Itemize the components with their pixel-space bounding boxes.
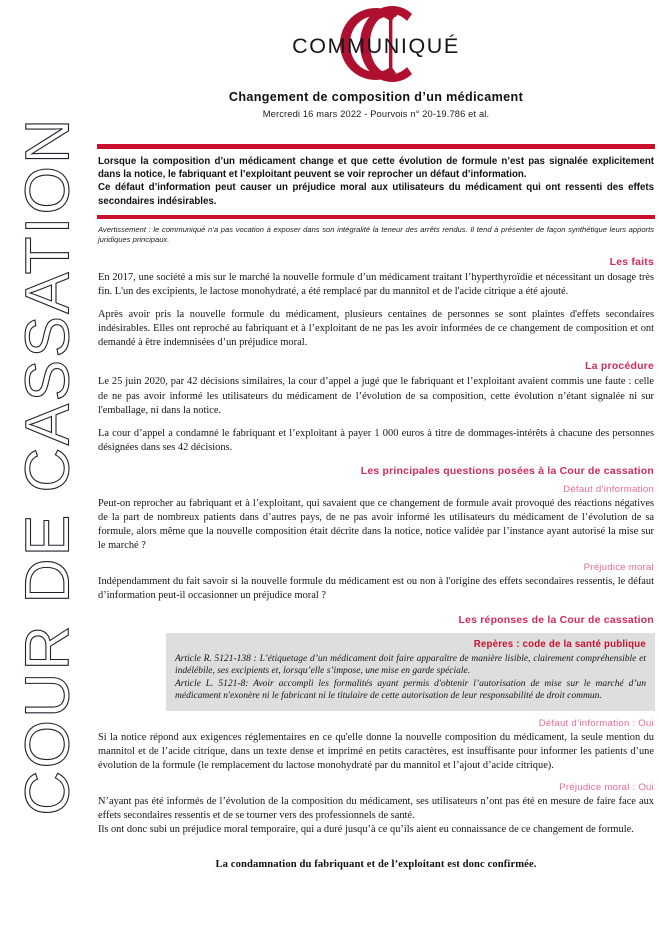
- disclaimer-note: [97, 219, 655, 246]
- lead-line-2: Ce défaut d’information peut causer un préjudice moral aux utilisateurs du médicament qui ont ressenti des effets secondaires indésirables.: [98, 182, 654, 207]
- communique-wordmark: COMMUNIQUÉ: [292, 34, 460, 58]
- section-heading-faits: Les faits: [609, 257, 654, 268]
- disclaimer-text: Avertissement : le communiqué n’a pas vocation à exposer dans son intégralité la teneur des arrêts rendus. Il tend à présenter de façon synthétique leurs apports juridiques principaux.: [98, 224, 654, 245]
- conclusion-statement: La condamnation du fabriquant et de l’exploitant est donc confirmée.: [215, 859, 537, 871]
- subheading-questions-prejudice-moral: Préjudice moral: [583, 562, 654, 574]
- section-heading-procedure: La procédure: [585, 361, 654, 373]
- document-date-reference: Mercredi 16 mars 2022 - Pourvois n° 20-19.786 et al.: [262, 109, 490, 119]
- subheading-reponse-defaut-information: Défaut d’information : Oui: [538, 717, 654, 729]
- subheading-questions-defaut-information: Défaut d’information: [563, 483, 654, 495]
- lead-line-1: Lorsque la composition d’un médicament change et que cette évolution de formule n’est pas signalée explicitement dans la notice, le fabriquant et l’exploitant peuvent se voir reprocher un défaut d’information.: [98, 156, 654, 181]
- vertical-court-title-text: COUR DE CASSATION: [13, 116, 83, 816]
- procedure-paragraph-1: Le 25 juin 2020, par 42 décisions similaires, la cour d’appel a jugé que le fabriquant et l’exploitant avaient commis une faute : celle de ne pas avoir informé les utilisateurs du médicament de l’évolution de sa composition, cette évolution n’étant signalée ni sur l'emballage, ni dans la notice.: [98, 376, 654, 416]
- logo-area: [97, 0, 655, 88]
- vertical-court-title: [0, 0, 96, 932]
- faits-paragraph-2: Après avoir pris la nouvelle formule du médicament, plusieurs centaines de personnes se sont plaintes d'effets secondaires indésirables. Elles ont reproché au fabriquant et à l’exploitant de ne pas les avoir informées de ce changement de composition et ont demandé à être indemnisées d’un préjudice moral.: [98, 309, 654, 349]
- reponses-paragraph-1: Si la notice répond aux exigences réglementaires en ce qu'elle donne la nouvelle composition du médicament, la seule mention du mannitol et de l’acide citrique, dans un texte dense et imprimé en petits caractères, est insuffisante pour informer les patients d’une évolution de la formule (le remplacement du lactose monohydraté par du mannitol et l’ajout d’acide citrique).: [98, 731, 654, 772]
- reperes-heading: Repères : code de la santé publique: [473, 638, 646, 650]
- page-title: Changement de composition d’un médicament: [228, 90, 524, 104]
- lead-summary: [97, 149, 655, 215]
- reponses-paragraph-3: Ils ont donc subi un préjudice moral temporaire, qui a duré jusqu’à ce qu’ils aient eu connaissance de ce changement de formule.: [98, 824, 634, 836]
- questions-paragraph-2: Indépendamment du fait savoir si la nouvelle formule du médicament est ou non à l'origine des effets secondaires ressentis, le défaut d’information peut-il occasionner un préjudice moral ?: [98, 576, 654, 602]
- masthead: [97, 0, 655, 144]
- faits-paragraph-1: En 2017, une société a mis sur le marché la nouvelle formule d’un médicament traitant l’hyperthyroïdie et nécessitant un dosage très fin. L'un des excipients, le lactose monohydraté, a été remplacé par du mannitol et de l'acide citrique a été ajouté.: [98, 272, 654, 298]
- document-content: [97, 0, 655, 932]
- section-heading-questions: Les principales questions posées à la Cour de cassation: [360, 465, 654, 477]
- section-heading-reponses: Les réponses de la Cour de cassation: [458, 614, 654, 626]
- subheading-reponse-prejudice-moral: Préjudice moral : Oui: [559, 782, 654, 794]
- reperes-article-l-5121-8: Article L. 5121-8: Avoir accompli les formalités ayant permis d'obtenir l’autorisation de mise sur le marché d’un médicament n'exonère ni le fabricant ni le titulaire de cette autorisation de leur responsabilité de droit commun.: [175, 678, 646, 702]
- procedure-paragraph-2: La cour d’appel a condamné le fabriquant et l’exploitant à payer 1 000 euros à titre de dommages-intérêts à chacune des personnes désignées dans ses 42 décisions.: [98, 427, 654, 453]
- questions-paragraph-1: Peut-on reprocher au fabriquant et à l’exploitant, qui savaient que ce changement de formule avait provoqué des réactions négatives de la part de nombreux patients dans d’autres pays, de ne pas avoir informé les utilisateurs du médicament de l’évolution de sa formule, alors même que la nouvelle composition était décrite dans la notice, notice validée par l’instance ayant autorisé la mise sur le marché ?: [98, 497, 654, 552]
- reperes-callout-box: [166, 633, 655, 711]
- reponses-paragraph-2: N’ayant pas été informés de l’évolution de la composition du médicament, ses utilisateurs n’ont pas été en mesure de faire face aux effets secondaires ressentis et de se tourner vers des professionnels de santé.: [98, 796, 654, 822]
- reperes-article-r-5121-138: Article R. 5121-138 : L’étiquetage d’un médicament doit faire apparaître de manière lisible, clairement compréhensible et indélébile, ses excipients et, lorsqu’elle s’impose, une mise en garde spéciale.: [175, 653, 646, 677]
